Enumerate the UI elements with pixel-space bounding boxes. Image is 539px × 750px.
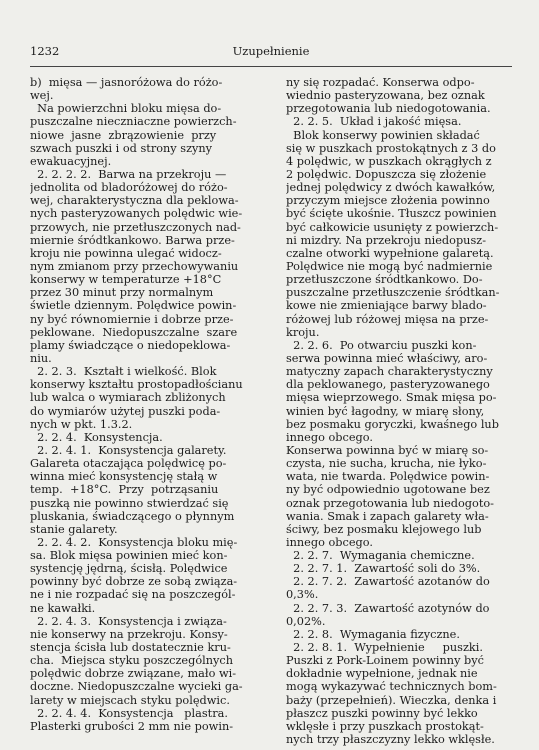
text-line: temp. +18°C. Przy potrząsaniu <box>30 483 219 497</box>
text-line: winien być łagodny, w miarę słony, <box>286 404 485 418</box>
text-line: winna mieć konsystencję stałą w <box>30 470 218 484</box>
text-line: przowych, nie przetłuszczonych nad- <box>30 220 241 234</box>
text-line: wiednio pasteryzowana, bez oznak <box>286 89 485 103</box>
text-line: 2. 2. 7. 1. Zawartość soli do 3%. <box>286 562 481 576</box>
text-line: wania. Smak i zapach galarety wła- <box>286 509 489 523</box>
text-line: nie konserwy na przekroju. Konsy- <box>30 627 228 641</box>
text-line: ny być równomiernie i dobrze prze- <box>30 312 234 326</box>
text-line: 2. 2. 3. Kształt i wielkość. Blok <box>30 365 217 379</box>
text-line: Na powierzchni bloku mięsa do- <box>30 102 222 116</box>
text-line: 2. 2. 7. 2. Zawartość azotanów do <box>286 575 490 589</box>
text-line: bez posmaku goryczki, kwaśnego lub <box>286 417 499 431</box>
text-line: 2. 2. 4. 1. Konsystencja galarety. <box>30 443 227 457</box>
text-line: b) mięsa — jasnoróżowa do różo- <box>30 76 223 89</box>
text-line: 2. 2. 7. 3. Zawartość azotynów do <box>286 601 490 615</box>
text-line: 2. 2. 4. 2. Konsystencja bloku mię- <box>30 535 238 549</box>
text-line: 2. 2. 8. 1. Wypełnienie puszki. <box>286 641 483 655</box>
text-line: stencja ścisła lub dostatecznie kru- <box>30 641 231 655</box>
header-rule <box>30 66 512 67</box>
text-line: oznak przegotowania lub niedogoto- <box>286 496 494 510</box>
page-number: 1232 <box>30 44 60 58</box>
text-line: być ścięte ukośnie. Tłuszcz powinien <box>286 207 497 221</box>
text-line: dla peklowanego, pasteryzowanego <box>286 378 490 392</box>
text-line: być całkowicie usunięty z powierzch- <box>286 220 499 234</box>
text-line: wej. <box>30 89 54 103</box>
text-line: ny być odpowiednio ugotowane bez <box>286 483 490 497</box>
text-line: ne kawałki. <box>30 601 96 615</box>
text-line: ewakuacyjnej. <box>30 154 112 168</box>
text-line: czalne otworki wypełnione galaretą. <box>286 246 494 260</box>
text-line: szwach puszki i od strony szyny <box>30 141 213 155</box>
text-line: peklowane. Niedopuszczalne szare <box>30 325 238 339</box>
text-line: 2. 2. 7. Wymagania chemiczne. <box>286 549 475 563</box>
text-line: powinny być dobrze ze sobą związa- <box>30 575 238 589</box>
text-line: cha. Miejsca styku poszczególnych <box>30 654 234 668</box>
text-line: kroju nie powinna ulegać widocz- <box>30 246 222 260</box>
text-line: 0,02%. <box>286 614 326 628</box>
text-line: stanie galarety. <box>30 522 118 536</box>
text-line: jednolita od bladoróżowej do różo- <box>30 181 228 195</box>
running-title: Uzupełnienie <box>232 44 310 58</box>
text-line: nych w pkt. 1.3.2. <box>30 417 133 431</box>
text-line: Konserwa powinna być w miarę so- <box>286 443 489 457</box>
text-line: polędwic dobrze związane, mało wi- <box>30 667 237 681</box>
text-line: 0,3%. <box>286 588 319 602</box>
text-line: 2. 2. 2. 2. Barwa na przekroju — <box>30 167 227 181</box>
text-line: ni mizdry. Na przekroju niedopusz- <box>286 233 487 247</box>
text-line: ny się rozpadać. Konserwa odpo- <box>286 76 475 89</box>
text-line: mięsa wieprzowego. Smak mięsa po- <box>286 391 497 405</box>
text-line: plamy świadczące o niedopeklowa- <box>30 338 231 352</box>
left-column <box>30 76 254 733</box>
text-line: sa. Blok mięsa powinien mieć kon- <box>30 549 228 563</box>
right-column <box>286 76 510 746</box>
text-line: kowe nie zmieniające barwy blado- <box>286 299 487 313</box>
text-line: wej, charakterystyczna dla peklowa- <box>30 194 239 208</box>
text-line: wata, nie twarda. Polędwice powin- <box>286 470 490 484</box>
text-line: wklęsłe i przy puszkach prostokąt- <box>286 719 484 733</box>
text-line: 2. 2. 5. Układ i jakość mięsa. <box>286 115 462 129</box>
text-line: mogą wykazywać technicznych bom- <box>286 680 497 694</box>
text-line: systencję jędrną, ścisłą. Polędwice <box>30 562 228 576</box>
text-line: pluskania, świadczącego o płynnym <box>30 509 235 523</box>
text-line: przetłuszczone śródtkankowo. Do- <box>286 273 483 287</box>
text-line: ściwy, bez posmaku klejowego lub <box>286 522 482 536</box>
text-line: jednej polędwicy z dwóch kawałków, <box>286 181 496 195</box>
text-line: miernie śródtkankowo. Barwa prze- <box>30 233 235 247</box>
text-line: niowe jasne zbrązowienie przy <box>30 128 217 142</box>
text-line: się w puszkach prostokątnych z 3 do <box>286 141 496 155</box>
text-line: nych trzy płaszczyzny lekko wklęsłe. <box>286 733 495 747</box>
text-line: 4 polędwic, w puszkach okrągłych z <box>286 154 492 168</box>
text-line: 2. 2. 6. Po otwarciu puszki kon- <box>286 338 477 352</box>
text-line: Puszki z Pork-Loinem powinny być <box>286 654 484 668</box>
text-line: nym zmianom przy przechowywaniu <box>30 259 239 273</box>
text-line: matyczny zapach charakterystyczny <box>286 365 493 379</box>
text-line: larety w miejscach styku polędwic. <box>30 693 230 707</box>
text-line: konserwy kształtu prostopadłościanu <box>30 378 243 392</box>
text-line: płaszcz puszki powinny być lekko <box>286 706 478 720</box>
text-line: lub walca o wymiarach zbliżonych <box>30 391 226 405</box>
page-header <box>30 44 512 60</box>
text-line: 2. 2. 4. 3. Konsystencja i związa- <box>30 614 227 628</box>
text-line: baży (przepełnień). Wieczka, denka i <box>286 693 497 707</box>
text-line: 2. 2. 4. Konsystencja. <box>30 430 163 444</box>
text-line: Polędwice nie mogą być nadmiernie <box>286 259 493 273</box>
text-line: puszczalne nieczniaczne powierzch- <box>30 115 237 129</box>
text-line: Plasterki grubości 2 mm nie powin- <box>30 719 234 733</box>
text-line: przyczym miejsce złożenia powinno <box>286 194 490 208</box>
text-line: Blok konserwy powinien składać <box>286 128 480 142</box>
text-line: do wymiarów użytej puszki poda- <box>30 404 221 418</box>
text-line: konserwy w temperaturze +18°C <box>30 273 222 287</box>
text-line: świetle dziennym. Polędwice powin- <box>30 299 237 313</box>
text-line: dokładnie wypełnione, jednak nie <box>286 667 478 681</box>
text-line: ne i nie rozpadać się na poszczegól- <box>30 588 236 602</box>
text-line: niu. <box>30 351 52 365</box>
text-line: przegotowania lub niedogotowania. <box>286 102 491 116</box>
text-line: nych pasteryzowanych polędwic wie- <box>30 207 243 221</box>
text-line: czysta, nie sucha, krucha, nie łyko- <box>286 457 487 471</box>
text-line: 2. 2. 8. Wymagania fizyczne. <box>286 627 460 641</box>
text-line: innego obcego. <box>286 535 373 549</box>
text-line: innego obcego. <box>286 430 373 444</box>
text-line: przez 30 minut przy normalnym <box>30 286 214 300</box>
text-line: puszczalne przetłuszczenie śródtkan- <box>286 286 500 300</box>
text-line: Galareta otaczająca polędwicę po- <box>30 457 227 471</box>
text-line: 2. 2. 4. 4. Konsystencja plastra. <box>30 706 228 720</box>
text-line: puszką nie powinno stwierdzać się <box>30 496 229 510</box>
text-line: 2 polędwic. Dopuszcza się złożenie <box>286 167 487 181</box>
text-line: doczne. Niedopuszczalne wycieki ga- <box>30 680 243 694</box>
text-line: kroju. <box>286 325 320 339</box>
text-line: serwa powinna mieć właściwy, aro- <box>286 351 488 365</box>
text-line: różowej lub różowej mięsa na prze- <box>286 312 489 326</box>
